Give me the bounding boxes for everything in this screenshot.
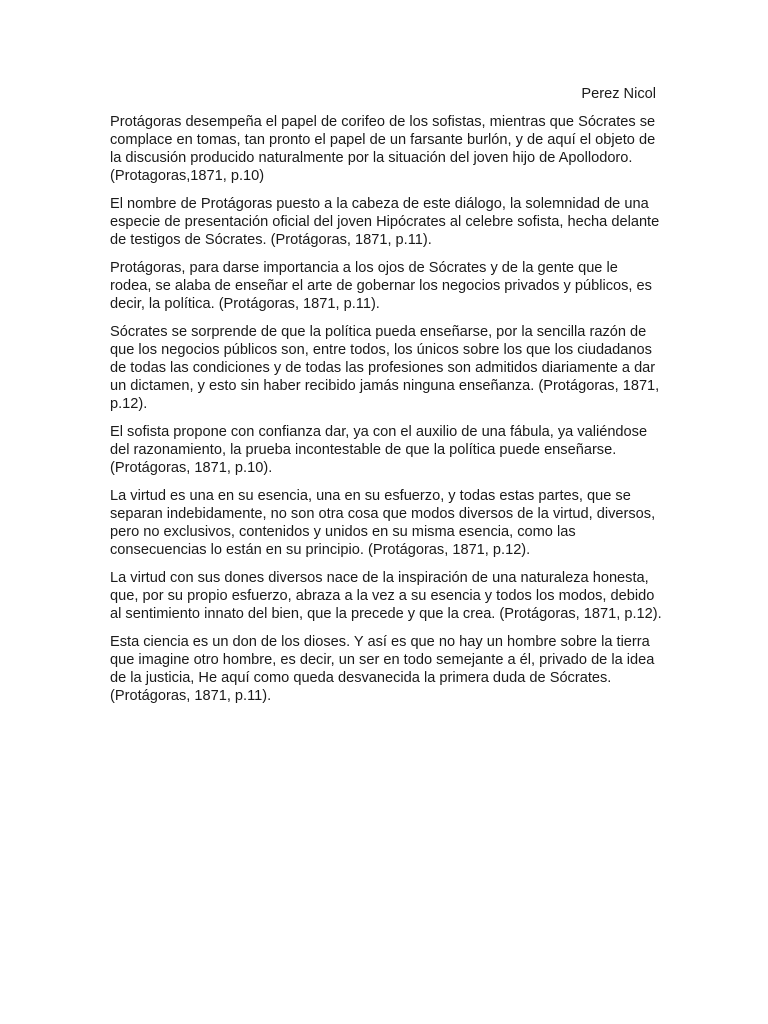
paragraph: Sócrates se sorprende de que la política pueda enseñarse, por la sencilla razón de que los negocios públicos son, entre todos, los únicos sobre los que los ciudadanos de todas las condiciones y de todas las profesiones son admitidos diariamente a dar un dictamen, y esto sin haber recibido jamás ninguna enseñanza. (Protágoras, 1871, p.12). (110, 324, 660, 412)
paragraph: Protágoras, para darse importancia a los ojos de Sócrates y de la gente que le rodea, se alaba de enseñar el arte de gobernar los negocios privados y públicos, es decir, la política. (Protágoras, 1871, p.11). (110, 260, 652, 312)
document-body (110, 113, 662, 715)
paragraph: La virtud es una en su esencia, una en su esfuerzo, y todas estas partes, que se separan indebidamente, no son otra cosa que modos diversos de la virtud, diversos, pero no exclusivos, contenidos y unidos en su misma esencia, como las consecuencias lo están en su principio. (Protágoras, 1871, p.12). (110, 488, 656, 558)
paragraph: El nombre de Protágoras puesto a la cabeza de este diálogo, la solemnidad de una especie de presentación oficial del joven Hipócrates al celebre sofista, hecha delante de testigos de Sócrates. (Protágoras, 1871, p.11). (110, 196, 660, 248)
paragraph: Esta ciencia es un don de los dioses. Y así es que no hay un hombre sobre la tierra que imagine otro hombre, es decir, un ser en todo semejante a él, privado de la idea de la justicia, He aquí como queda desvanecida la primera duda de Sócrates. (Protágoras, 1871, p.11). (110, 634, 655, 704)
paragraph: Protágoras desempeña el papel de corifeo de los sofistas, mientras que Sócrates se complace en tomas, tan pronto el papel de un farsante burlón, y de aquí el objeto de la discusión producido naturalmente por la situación del joven hijo de Apollodoro.(Protagoras,1871, p.10) (110, 114, 656, 184)
paragraph: La virtud con sus dones diversos nace de la inspiración de una naturaleza honesta, que, por su propio esfuerzo, abraza a la vez a su esencia y todos los modos, debido al sentimiento innato del bien, que la precede y que la crea. (Protágoras, 1871, p.12). (110, 570, 662, 622)
author-name: Perez Nicol (581, 86, 656, 102)
paragraph: El sofista propone con confianza dar, ya con el auxilio de una fábula, ya valiéndose del razonamiento, la prueba incontestable de que la política puede enseñarse. (Protágoras, 1871, p.10). (110, 424, 648, 476)
